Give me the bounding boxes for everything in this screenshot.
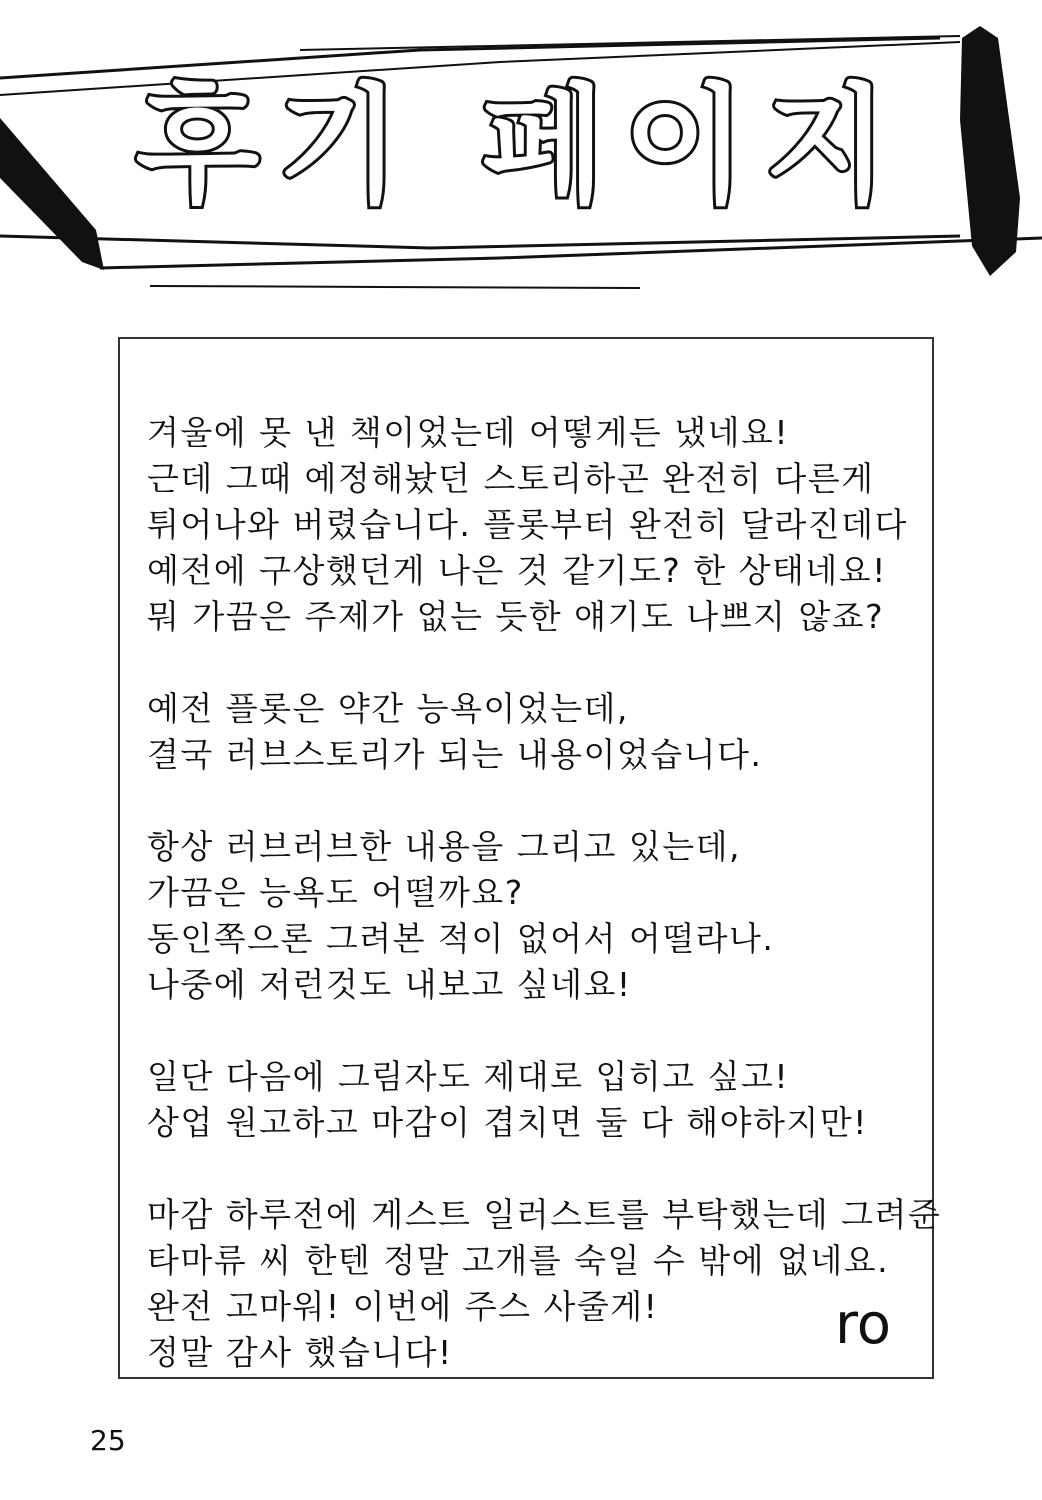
text-line: 예전 플롯은 약간 능욕이었는데, bbox=[147, 689, 629, 728]
text-line: 뭐 가끔은 주제가 없는 듯한 얘기도 나쁘지 않죠? bbox=[147, 597, 885, 636]
text-line: 예전에 구상했던게 나은 것 같기도? 한 상태네요! bbox=[147, 551, 887, 590]
page-title: 후기 페이지 bbox=[135, 72, 907, 221]
author-signature: ro bbox=[835, 1292, 892, 1357]
paragraph bbox=[147, 410, 917, 640]
page-number: 25 bbox=[90, 1424, 126, 1457]
text-line: 결국 러브스토리가 되는 내용이었습니다. bbox=[147, 735, 763, 774]
text-line: 동인쪽으론 그려본 적이 없어서 어떨라나. bbox=[147, 919, 775, 958]
text-line: 마감 하루전에 게스트 일러스트를 부탁했는데 그려준 bbox=[147, 1195, 942, 1234]
paragraph bbox=[147, 824, 917, 1008]
text-line: 가끔은 능욕도 어떨까요? bbox=[147, 873, 524, 912]
afterword-text bbox=[147, 410, 942, 1422]
text-line: 나중에 저런것도 내보고 싶네요! bbox=[147, 965, 632, 1004]
text-line: 정말 감사 했습니다! bbox=[147, 1333, 453, 1372]
paragraph bbox=[147, 1054, 917, 1146]
header-banner bbox=[0, 0, 1042, 310]
text-line: 근데 그때 예정해놨던 스토리하곤 완전히 다른게 bbox=[147, 459, 875, 498]
paragraph bbox=[147, 686, 917, 778]
text-line: 완전 고마워! 이번에 주스 사줄게! bbox=[147, 1287, 659, 1326]
text-line: 항상 러브러브한 내용을 그리고 있는데, bbox=[147, 827, 741, 866]
text-line: 일단 다음에 그림자도 제대로 입히고 싶고! bbox=[147, 1057, 790, 1096]
paragraph bbox=[147, 1192, 942, 1376]
text-line: 겨울에 못 낸 책이었는데 어떻게든 냈네요! bbox=[147, 413, 790, 452]
text-line: 상업 원고하고 마감이 겹치면 둘 다 해야하지만! bbox=[147, 1103, 868, 1142]
text-line: 타마류 씨 한텐 정말 고개를 숙일 수 밖에 없네요. bbox=[147, 1241, 890, 1280]
text-line: 튀어나와 버렸습니다. 플롯부터 완전히 달라진데다 bbox=[147, 505, 908, 544]
